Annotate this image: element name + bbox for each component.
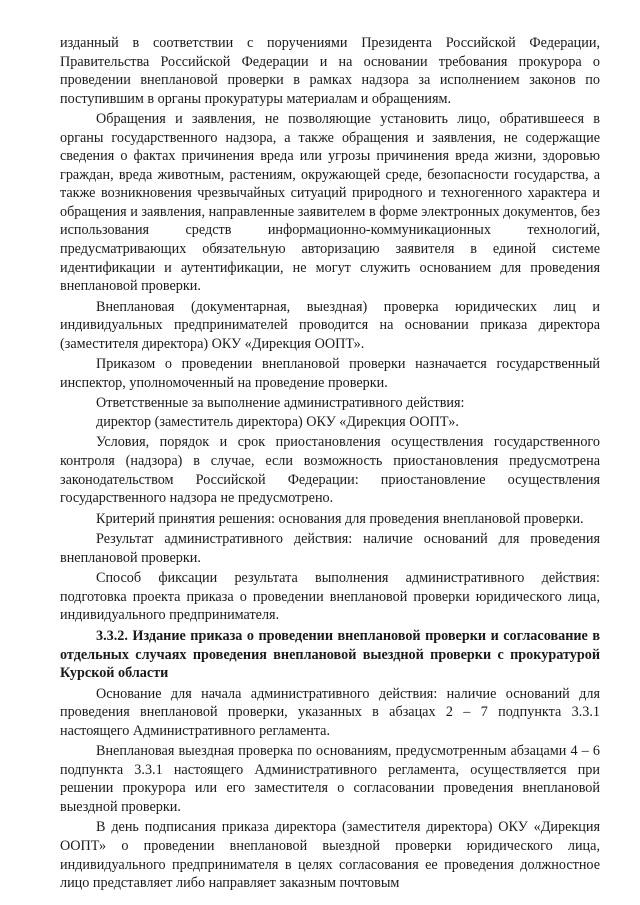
- section-heading-3-3-2: 3.3.2. Издание приказа о проведении внеплановой проверки и согласование в отдельных случаях проведения внеплановой выездной проверки с прокуратурой Курской области: [60, 627, 600, 682]
- paragraph-action-basis: Основание для начала административного действия: наличие оснований для проведения внеплановой проверки, указанных в абзацах 2 – 7 подпункта 3.3.1 настоящего Административного регламента.: [60, 685, 600, 739]
- paragraph-anonymous-appeals: Обращения и заявления, не позволяющие установить лицо, обратившееся в органы государственного надзора, а также обращения и заявления, не содержащие сведения о фактах причинения вреда или угрозы причинения вреда жизни, здоровью граждан, вреда животным, растениям, окружающей среде, безопасности государства, а также возникновения чрезвычайных ситуаций природного и техногенного характера и обращения и заявления, направленные заявителем в форме электронных документов, без использования средств информационно-коммуникационных технологий, предусматривающих обязательную авторизацию заявителя в единой системе идентификации и аутентификации, не могут служить основанием для проведения внеплановой проверки.: [60, 111, 600, 295]
- paragraph-continuation: изданный в соответствии с поручениями Президента Российской Федерации, Правительства Российской Федерации и на основании требования прокурора о проведении внеплановой проверки в рамках надзора за исполнением законов по поступившим в органы прокуратуры материалам и обращениям.: [60, 35, 600, 107]
- paragraph-decision-criterion: Критерий принятия решения: основания для проведения внеплановой проверки.: [96, 510, 584, 527]
- paragraph-suspension-conditions: Условия, порядок и срок приостановления осуществления государственного контроля (надзора) в случае, если возможность приостановления предусмотрена законодательством Российской Федерации: приостановление осуществления государственного надзора не предусмотрено.: [60, 434, 600, 507]
- paragraph-action-result: Результат административного действия: наличие оснований для проведения внеплановой проверки.: [60, 531, 600, 566]
- paragraph-result-recording: Способ фиксации результата выполнения административного действия: подготовка проекта приказа о проведении внеплановой проверки юридического лица, индивидуального предпринимателя.: [60, 570, 600, 624]
- paragraph-order-signing-day: В день подписания приказа директора (заместителя директора) ОКУ «Дирекция ООПТ» о проведении внеплановой выездной проверки юридического лица, индивидуального предпринимателя в целях согласования ее проведения должностное лицо представляет либо направляет заказным почтовым: [60, 819, 600, 892]
- paragraph-field-inspection: Внеплановая выездная проверка по основаниям, предусмотренным абзацами 4 – 6 подпункта 3.3.1 настоящего Административного регламента, осуществляется при решении прокурора или его заместителя о согласовании проведения внеплановой выездной проверки.: [60, 743, 600, 815]
- paragraph-director: директор (заместитель директора) ОКУ «Дирекция ООПТ».: [96, 413, 459, 430]
- paragraph-responsible: Ответственные за выполнение административного действия:: [96, 395, 465, 412]
- paragraph-inspection-basis: Внеплановая (документарная, выездная) проверка юридических лиц и индивидуальных предпринимателей проводится на основании приказа директора (заместителя директора) ОКУ «Дирекция ООПТ».: [60, 298, 600, 352]
- paragraph-inspector-appointment: Приказом о проведении внеплановой проверки назначается государственный инспектор, уполномоченный на проведение проверки.: [60, 356, 600, 391]
